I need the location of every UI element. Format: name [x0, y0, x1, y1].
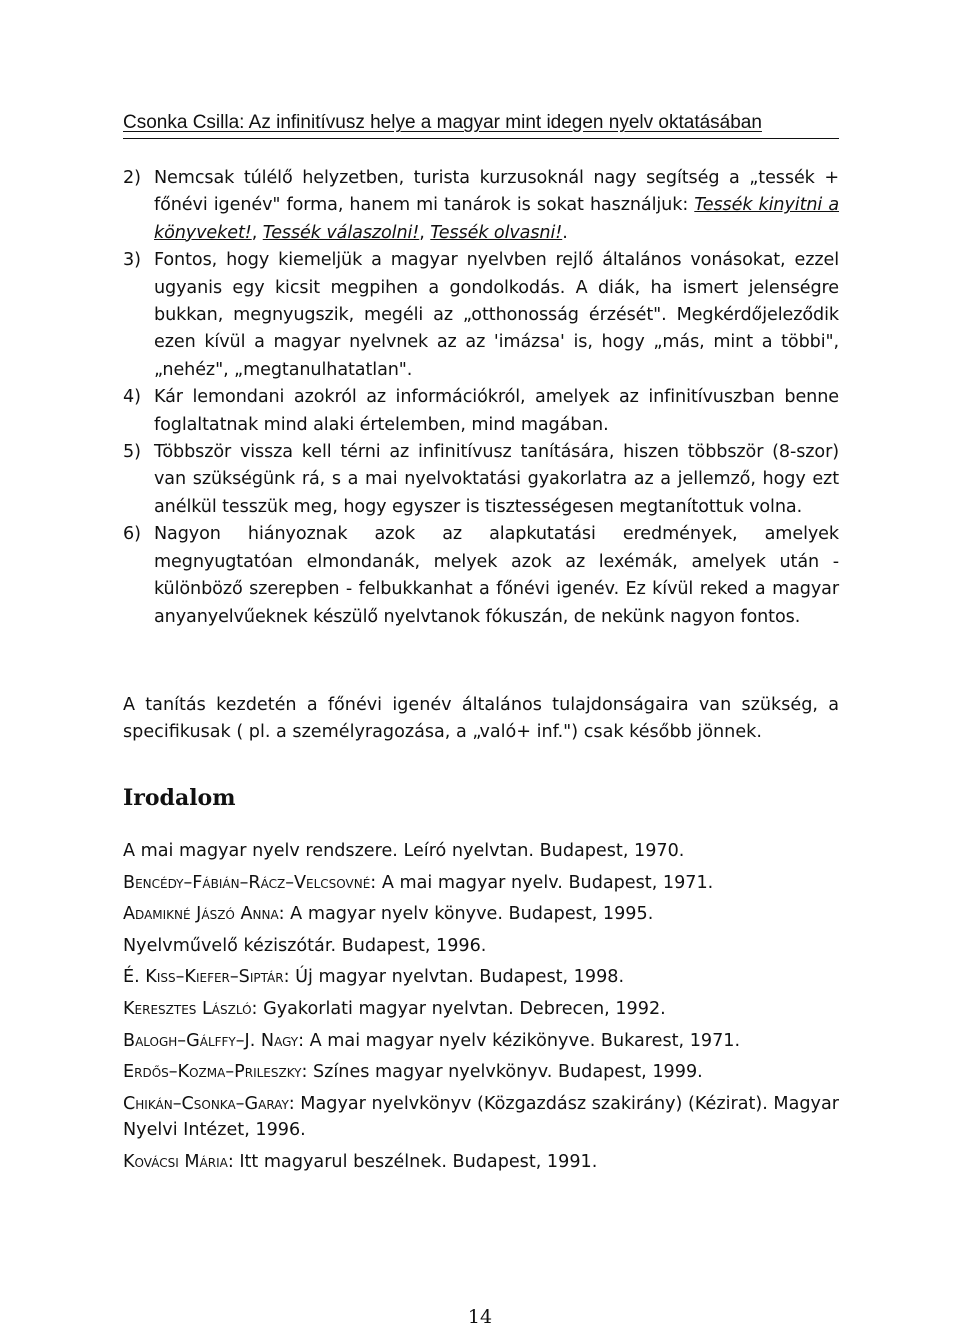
- item-text: Többször vissza kell térni az infinitívusz tanítására, hiszen többször (8-szor) van szükségünk rá, s a mai nyelvoktatási gyakorlatra az a jellemző, hogy ezt anélkül tesszük meg, hogy egyszer is tisztességesen megtanítottuk volna.: [154, 442, 839, 517]
- reference-author: É. Kiss–Kiefer–Siptár:: [123, 967, 290, 988]
- reference-item: [123, 901, 839, 928]
- reference-item: [123, 996, 839, 1023]
- item-number: 5): [123, 442, 141, 463]
- item-number: 3): [123, 250, 141, 271]
- list-item: [123, 247, 839, 384]
- reference-item: [123, 1028, 839, 1055]
- item-text: Fontos, hogy kiemeljük a magyar nyelvben rejlő általános vonásokat, ezzel ugyanis egy kicsit megpihen a gondolkodás. A diák, ha ismert jelenségre bukkan, megnyugszik, megéli az „otthonosság érzését". Megkérdőjeleződik ezen kívül a magyar nyelvnek az az 'imázsa' is, hogy „más, mint a többi", „nehéz", „megtanulhatatlan".: [154, 250, 839, 380]
- reference-text: Magyar nyelvkönyv (Közgazdász szakirány) (Kézirat). Magyar Nyelvi Intézet, 1996.: [123, 1093, 839, 1141]
- reference-item: [123, 964, 839, 991]
- reference-text: A magyar nyelv könyve. Budapest, 1995.: [284, 904, 654, 925]
- reference-author: Chikán–Csonka–Garay:: [123, 1093, 295, 1114]
- reference-author: Keresztes László:: [123, 998, 258, 1019]
- page-number: 14: [467, 1306, 493, 1328]
- reference-item: [123, 838, 839, 865]
- reference-item: [123, 1091, 839, 1144]
- example-phrase: Tessék kinyitni a könyveket!: [154, 195, 840, 243]
- reference-author: Erdős–Kozma–Prileszky:: [123, 1062, 308, 1083]
- reference-text: A mai magyar nyelv rendszere. Leíró nyelvtan. Budapest, 1970.: [123, 841, 685, 861]
- separator: ,: [419, 222, 431, 243]
- reference-author: Bencédy–Fábián–Rácz–Velcsovné:: [123, 872, 377, 893]
- example-phrase: Tessék olvasni!: [430, 222, 563, 243]
- header-rule: [123, 138, 839, 139]
- list-item: [123, 384, 839, 439]
- reference-text: Új magyar nyelvtan. Budapest, 1998.: [289, 967, 625, 988]
- reference-author: Kovácsi Mária:: [123, 1151, 234, 1172]
- closing-paragraph: A tanítás kezdetén a főnévi igenév általános tulajdonságaira van szükség, a specifikusak ( pl. a személyragozása, a „való+ inf.") csak később jönnek.: [123, 695, 839, 743]
- reference-text: A mai magyar nyelv kézikönyve. Bukarest, 1971.: [304, 1030, 741, 1051]
- reference-item: [123, 1059, 839, 1086]
- reference-text: Itt magyarul beszélnek. Budapest, 1991.: [233, 1151, 598, 1172]
- item-text: Nemcsak túlélő helyzetben, turista kurzusoknál nagy segítség a „tessék + főnévi igenév" forma, hanem mi tanárok is sokat használjuk:: [154, 168, 839, 216]
- reference-text: Gyakorlati magyar nyelvtan. Debrecen, 1992.: [257, 998, 666, 1019]
- item-number: 4): [123, 387, 141, 408]
- reference-text: Nyelvművelő kéziszótár. Budapest, 1996.: [123, 935, 487, 956]
- reference-author: Balogh–Gálffy–J. Nagy:: [123, 1030, 305, 1051]
- item-number: 6): [123, 524, 141, 545]
- running-header: Csonka Csilla: Az infinitívusz helye a magyar mint idegen nyelv oktatásában: [123, 112, 762, 133]
- item-text: Nagyon hiányoznak azok az alapkutatási eredmények, amelyek megnyugtatóan elmondanák, melyek azok az lexémák, amelyek után - különböző szerepben - felbukkanhat a főnévi igenév. Ez kívül reked a magyar anyanyelvűeknek készülő nyelvtanok fókuszán, de nekünk nagyon fontos.: [154, 524, 839, 627]
- separator: .: [562, 222, 568, 243]
- list-item: [123, 521, 839, 631]
- example-phrase: Tessék válaszolni!: [262, 222, 420, 243]
- reference-item: [123, 933, 839, 960]
- reference-text: A mai magyar nyelv. Budapest, 1971.: [376, 872, 714, 893]
- item-text: Kár lemondani azokról az információkról, amelyek az infinitívuszban benne foglaltatnak mind alaki értelemben, mind magában.: [154, 387, 839, 435]
- separator: ,: [251, 222, 263, 243]
- references-list: [123, 838, 839, 1181]
- reference-item: [123, 870, 839, 897]
- list-item: [123, 439, 839, 521]
- references-heading: Irodalom: [123, 785, 236, 811]
- reference-text: Színes magyar nyelvkönyv. Budapest, 1999.: [307, 1062, 703, 1083]
- reference-item: [123, 1149, 839, 1176]
- item-number: 2): [123, 168, 141, 188]
- reference-author: Adamikné Jászó Anna:: [123, 904, 285, 925]
- list-item: [123, 165, 839, 247]
- numbered-list: [123, 165, 839, 631]
